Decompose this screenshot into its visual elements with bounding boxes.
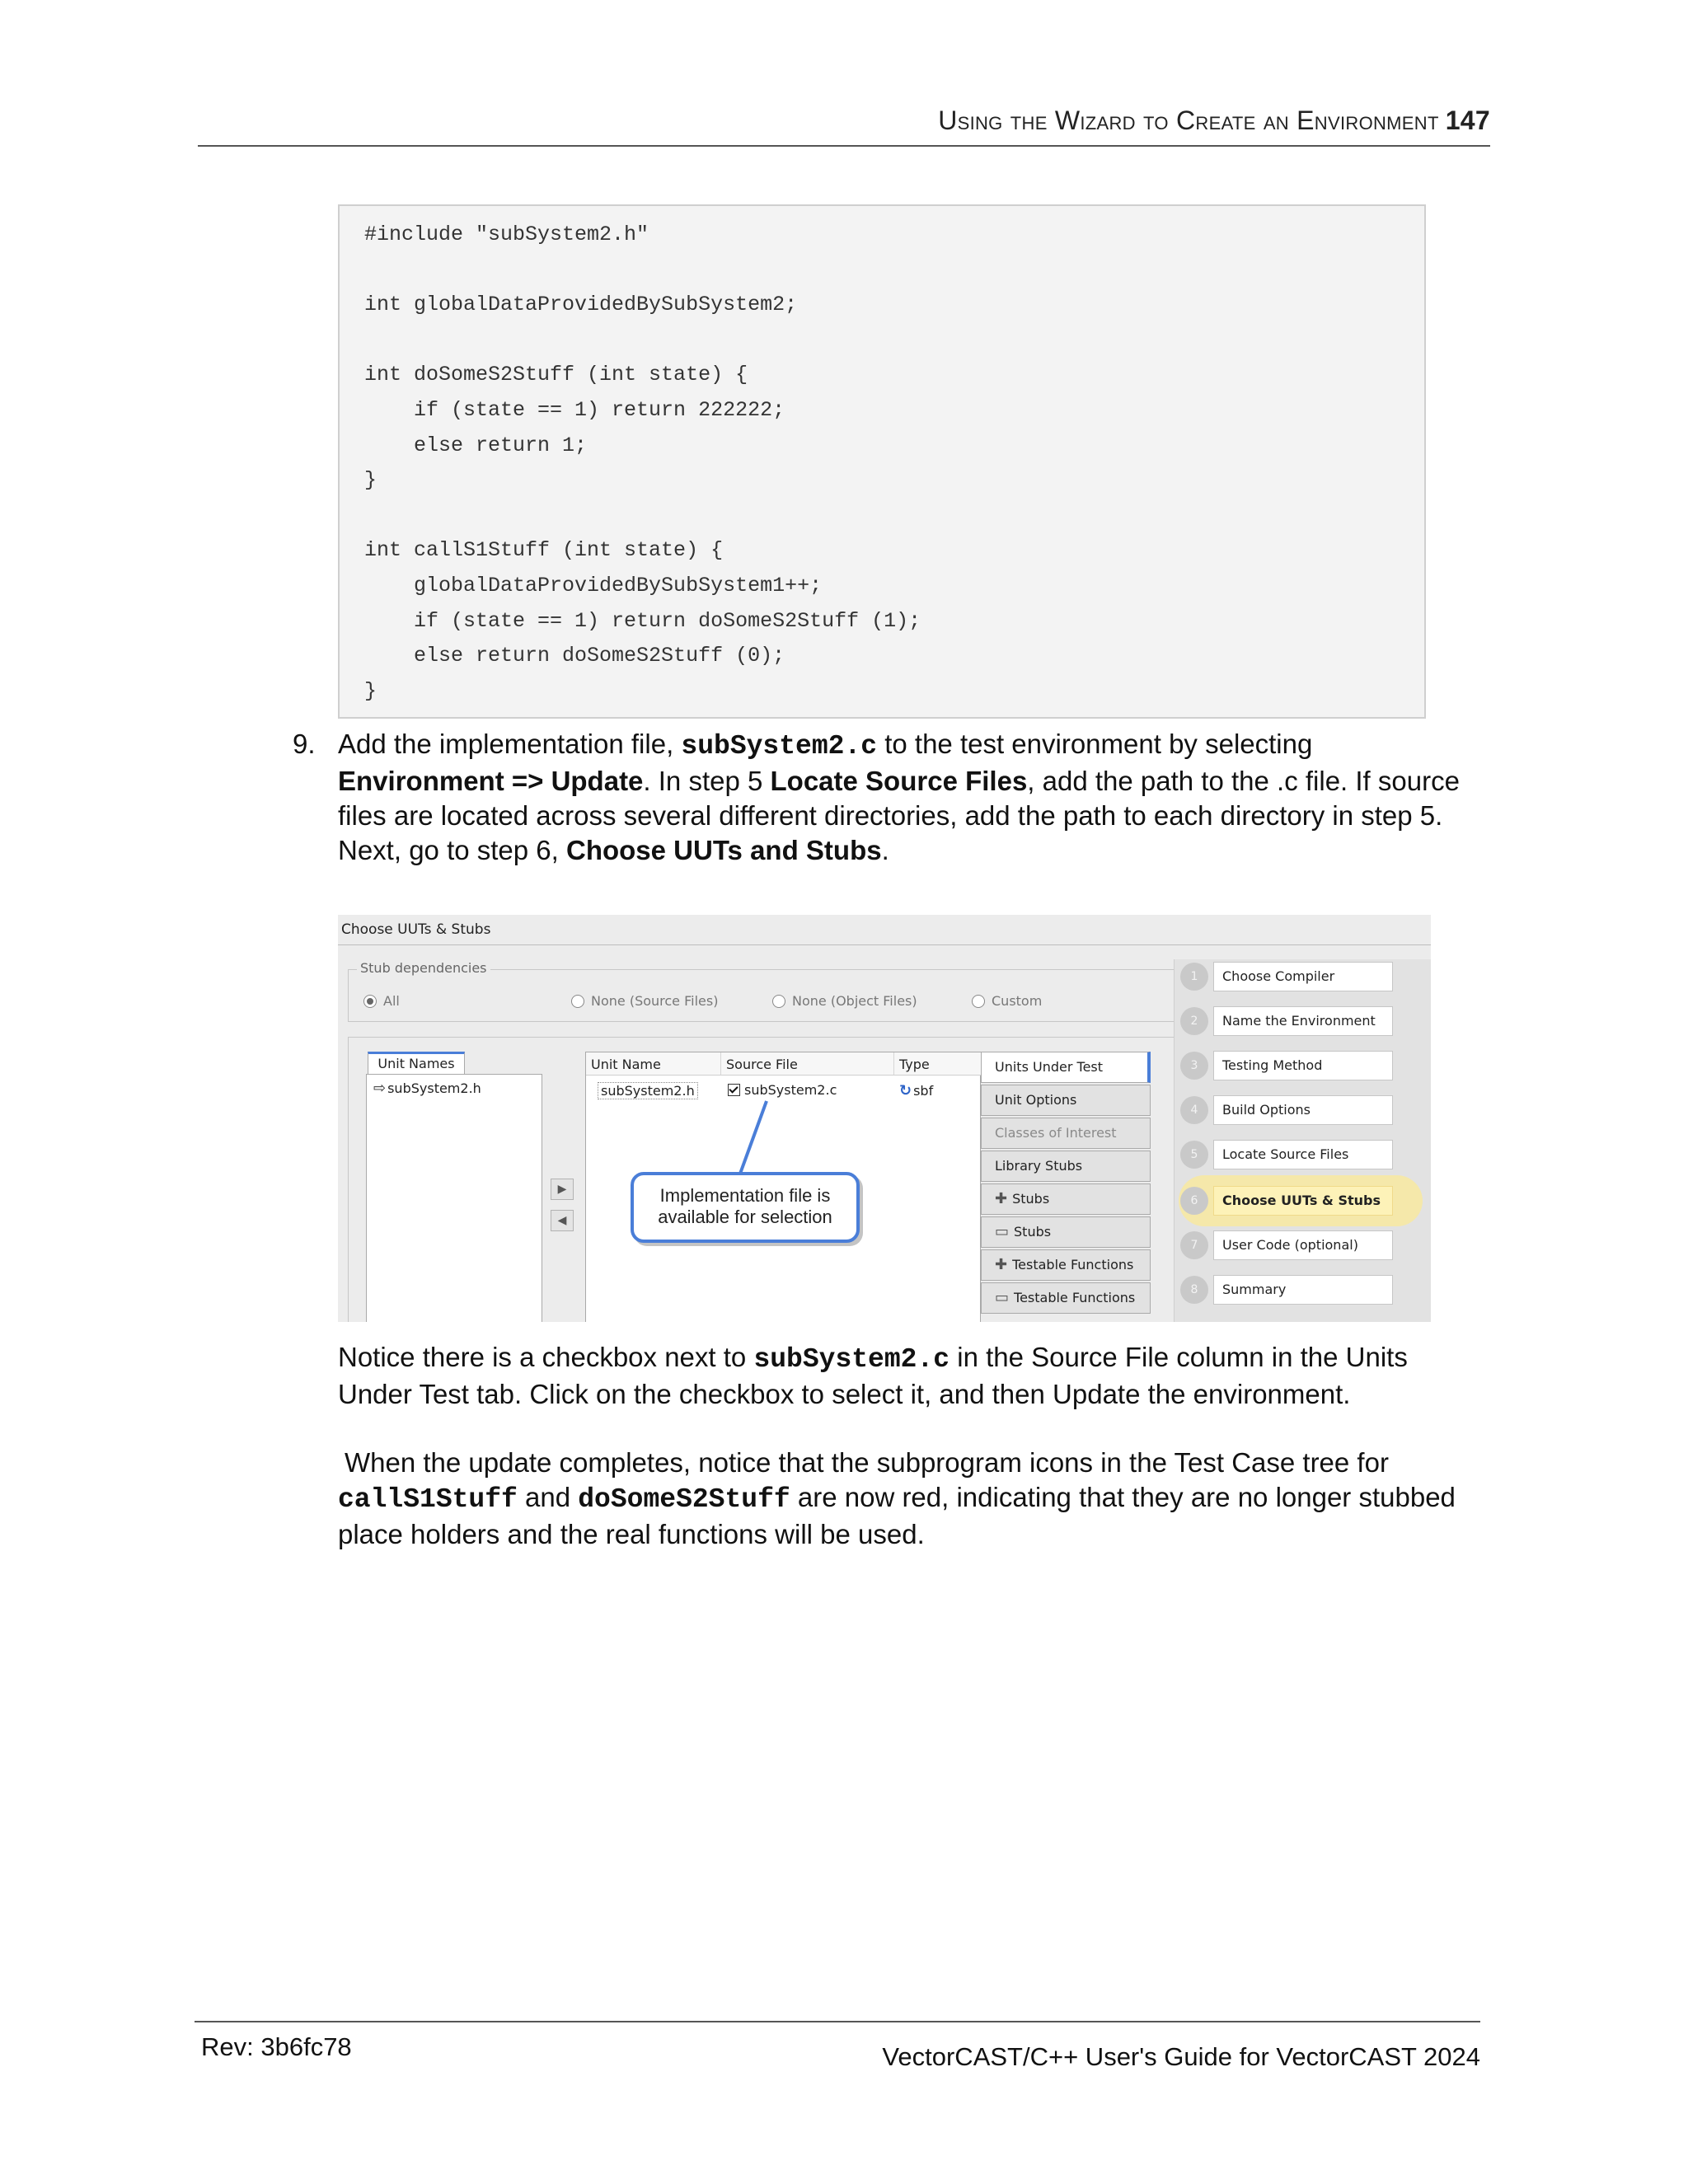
minus-icon: ▭ xyxy=(995,1223,1010,1240)
radio-label: None (Source Files) xyxy=(591,993,719,1009)
choose-uuts-screenshot xyxy=(338,915,1431,1322)
step-number-icon: 5 xyxy=(1180,1141,1208,1169)
radio-label: All xyxy=(383,993,400,1009)
move-right-button[interactable]: ▶ xyxy=(551,1179,574,1200)
plus-icon: ✚ xyxy=(995,1256,1008,1273)
tab-classes-of-interest[interactable]: Classes of Interest xyxy=(981,1118,1151,1149)
step-9-paragraph xyxy=(293,727,1475,868)
step-label: User Code (optional) xyxy=(1213,1230,1393,1260)
callout-pointer xyxy=(338,915,1431,1322)
callout-text: available for selection xyxy=(658,1207,832,1227)
tab-unit-options[interactable]: Unit Options xyxy=(981,1085,1151,1116)
revision: Rev: 3b6fc78 xyxy=(201,2032,352,2061)
body-text: in the Source File column in the Units Under Test tab. Click on the checkbox to select it, and then Update the environment. xyxy=(338,1342,1408,1409)
code-line: globalDataProvidedBySubSystem1++; xyxy=(364,573,823,598)
tab-library-stubs[interactable]: Library Stubs xyxy=(981,1151,1151,1182)
plus-icon: ✚ xyxy=(995,1190,1008,1207)
guide-title: VectorCAST/C++ User's Guide for VectorCAST 2024 xyxy=(882,2042,1480,2071)
refresh-icon: ↻ xyxy=(899,1082,912,1099)
code-block xyxy=(338,204,1426,719)
code-line xyxy=(364,323,1400,359)
step-number-icon: 7 xyxy=(1180,1231,1208,1259)
menu-path: Environment => Update xyxy=(338,766,644,796)
step-text: . xyxy=(881,835,889,865)
step-label: Choose UUTs & Stubs xyxy=(1213,1186,1393,1216)
page-number: 147 xyxy=(1445,105,1490,135)
code-line xyxy=(364,499,1400,534)
code-line: int doSomeS2Stuff (int state) { xyxy=(364,363,748,387)
radio-label: None (Object Files) xyxy=(792,993,917,1009)
code-line: else return 1; xyxy=(364,433,588,457)
step-number: 9. xyxy=(293,729,316,759)
code-line: if (state == 1) return doSomeS2Stuff (1); xyxy=(364,608,921,633)
step-label: Choose Compiler xyxy=(1213,962,1393,991)
step-number-icon: 3 xyxy=(1180,1052,1208,1080)
tab-units-under-test[interactable]: Units Under Test xyxy=(981,1052,1151,1083)
code-line: #include "subSystem2.h" xyxy=(364,223,649,246)
step-name: Locate Source Files xyxy=(770,766,1028,796)
step-text: . In step 5 xyxy=(643,766,771,796)
step-text: to the test environment by selecting xyxy=(877,729,1313,759)
step-text: , add the path to the .c file. If source files are located across several different directories, add the path to each directory in step 5. Next, go to step 6, xyxy=(338,766,1460,865)
file-name: subSystem2.c xyxy=(681,731,878,762)
code-line xyxy=(364,253,1400,288)
body-text: are now red, indicating that they are no longer stubbed place holders and the real functions will be used. xyxy=(338,1482,1456,1549)
body-text: Notice there is a checkbox next to xyxy=(338,1342,754,1372)
step-label: Build Options xyxy=(1213,1095,1393,1125)
chapter-title: Using the Wizard to Create an Environment xyxy=(938,105,1439,135)
tab-label: Testable Functions xyxy=(1014,1290,1136,1305)
callout-text: Implementation file is xyxy=(659,1185,831,1206)
step-name: Choose UUTs and Stubs xyxy=(566,835,882,865)
source-file-name: subSystem2.c xyxy=(744,1082,837,1098)
file-name: subSystem2.c xyxy=(753,1344,950,1375)
step-text: Add the implementation file, xyxy=(338,729,682,759)
group-legend: Stub dependencies xyxy=(357,960,490,976)
update-paragraph xyxy=(338,1446,1475,1552)
body-text: When the update completes, notice that the subprogram icons in the Test Case tree for xyxy=(345,1447,1389,1478)
unit-name-cell[interactable]: subSystem2.h xyxy=(598,1082,698,1099)
code-line: if (state == 1) return 222222; xyxy=(364,397,785,422)
unit-name: subSystem2.h xyxy=(387,1080,481,1096)
minus-icon: ▭ xyxy=(995,1289,1010,1306)
radio-label: Custom xyxy=(992,993,1043,1009)
code-line: } xyxy=(364,468,377,493)
step-number-icon: 2 xyxy=(1180,1007,1208,1035)
tab-label: Testable Functions xyxy=(1012,1257,1134,1272)
panel-title: Choose UUTs & Stubs xyxy=(341,921,491,938)
step-label: Locate Source Files xyxy=(1213,1140,1393,1169)
code-line: } xyxy=(364,678,377,703)
step-label: Testing Method xyxy=(1213,1051,1393,1080)
page-footer xyxy=(195,2021,1480,2071)
running-header-title xyxy=(938,105,1490,136)
code-line: else return doSomeS2Stuff (0); xyxy=(364,644,785,668)
step-label: Summary xyxy=(1213,1275,1393,1305)
step-number-icon: 8 xyxy=(1180,1276,1208,1304)
step-number-icon: 1 xyxy=(1180,963,1208,991)
code-line: int globalDataProvidedBySubSystem2; xyxy=(364,293,798,317)
column-header-source-file[interactable]: Source File xyxy=(721,1052,894,1076)
function-name: callS1Stuff xyxy=(338,1484,518,1515)
arrow-right-icon: ⇨ xyxy=(373,1080,387,1097)
tab-label: Stubs xyxy=(1012,1191,1050,1207)
step-label: Name the Environment xyxy=(1213,1006,1393,1036)
step-number-icon: 4 xyxy=(1180,1096,1208,1124)
function-name: doSomeS2Stuff xyxy=(578,1484,790,1515)
callout-box xyxy=(631,1172,860,1243)
step-number-icon: 6 xyxy=(1180,1187,1208,1215)
code-line: int callS1Stuff (int state) { xyxy=(364,538,724,563)
tab-unit-names[interactable]: Unit Names xyxy=(368,1052,465,1075)
notice-paragraph xyxy=(338,1340,1475,1412)
type-value: sbf xyxy=(913,1083,934,1099)
column-header-type[interactable]: Type xyxy=(894,1052,982,1076)
move-left-button[interactable]: ◀ xyxy=(551,1210,574,1231)
tab-label: Stubs xyxy=(1014,1224,1052,1240)
body-text: and xyxy=(517,1482,579,1512)
column-header-unit-name[interactable]: Unit Name xyxy=(586,1052,721,1076)
running-header xyxy=(198,102,1490,147)
